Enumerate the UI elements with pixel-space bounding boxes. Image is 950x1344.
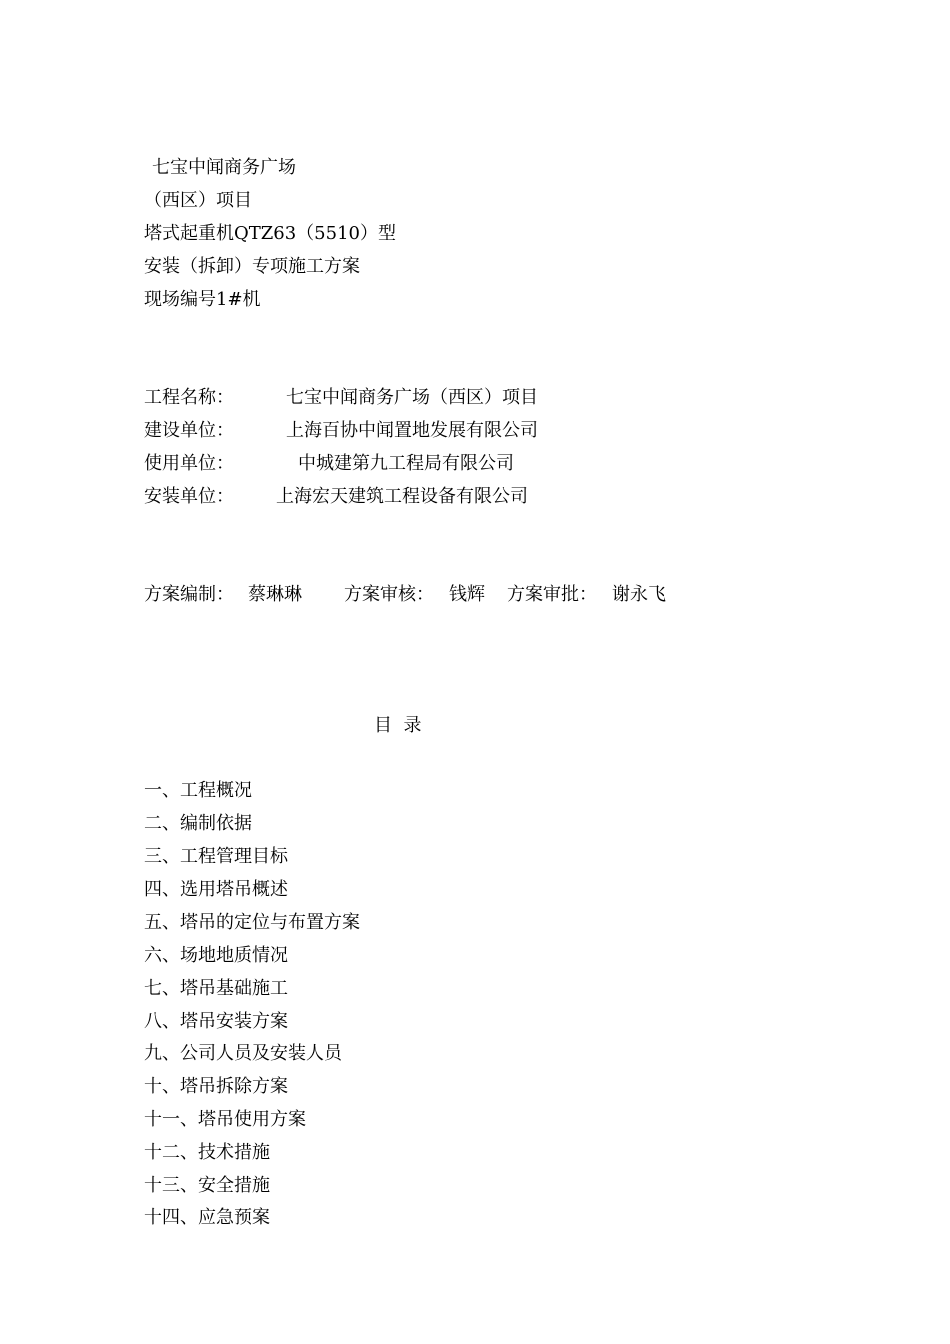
title-line-3: 塔式起重机QTZ63（5510）型 (144, 223, 396, 244)
title-line-5: 现场编号1#机 (144, 289, 261, 310)
toc-item: 七、塔吊基础施工 (144, 978, 288, 999)
toc-item: 九、公司人员及安装人员 (144, 1043, 342, 1064)
builder-value: 上海百协中闻置地发展有限公司 (286, 420, 538, 441)
installer-value: 上海宏天建筑工程设备有限公司 (276, 486, 528, 507)
toc-item: 十三、安全措施 (144, 1175, 270, 1196)
toc-item: 六、场地地质情况 (144, 945, 288, 966)
toc-item: 八、塔吊安装方案 (144, 1011, 288, 1032)
approver-value: 谢永飞 (612, 584, 666, 605)
toc-item: 十二、技术措施 (144, 1142, 270, 1163)
title-line-2: （西区）项目 (144, 190, 252, 211)
toc-item: 十、塔吊拆除方案 (144, 1076, 288, 1097)
toc-item: 三、工程管理目标 (144, 846, 288, 867)
user-value: 中城建第九工程局有限公司 (298, 453, 514, 474)
title-line-4: 安装（拆卸）专项施工方案 (144, 256, 360, 277)
toc-item: 五、塔吊的定位与布置方案 (144, 912, 360, 933)
toc-item: 二、编制依据 (144, 813, 252, 834)
builder-label: 建设单位： (144, 420, 234, 441)
reviewer-value: 钱辉 (449, 584, 485, 605)
toc-item: 一、工程概况 (144, 780, 252, 801)
author-value: 蔡琳琳 (248, 584, 302, 605)
toc-item: 十四、应急预案 (144, 1207, 270, 1228)
project-name-label: 工程名称： (144, 387, 234, 408)
approver-label: 方案审批： (507, 584, 597, 605)
title-line-1: 七宝中闻商务广场 (152, 157, 296, 178)
installer-label: 安装单位： (144, 486, 234, 507)
reviewer-label: 方案审核： (344, 584, 434, 605)
toc-title: 目 录 (374, 715, 422, 736)
author-label: 方案编制： (144, 584, 234, 605)
toc-item: 四、选用塔吊概述 (144, 879, 288, 900)
project-name-value: 七宝中闻商务广场（西区）项目 (286, 387, 538, 408)
user-label: 使用单位： (144, 453, 234, 474)
toc-item: 十一、塔吊使用方案 (144, 1109, 306, 1130)
